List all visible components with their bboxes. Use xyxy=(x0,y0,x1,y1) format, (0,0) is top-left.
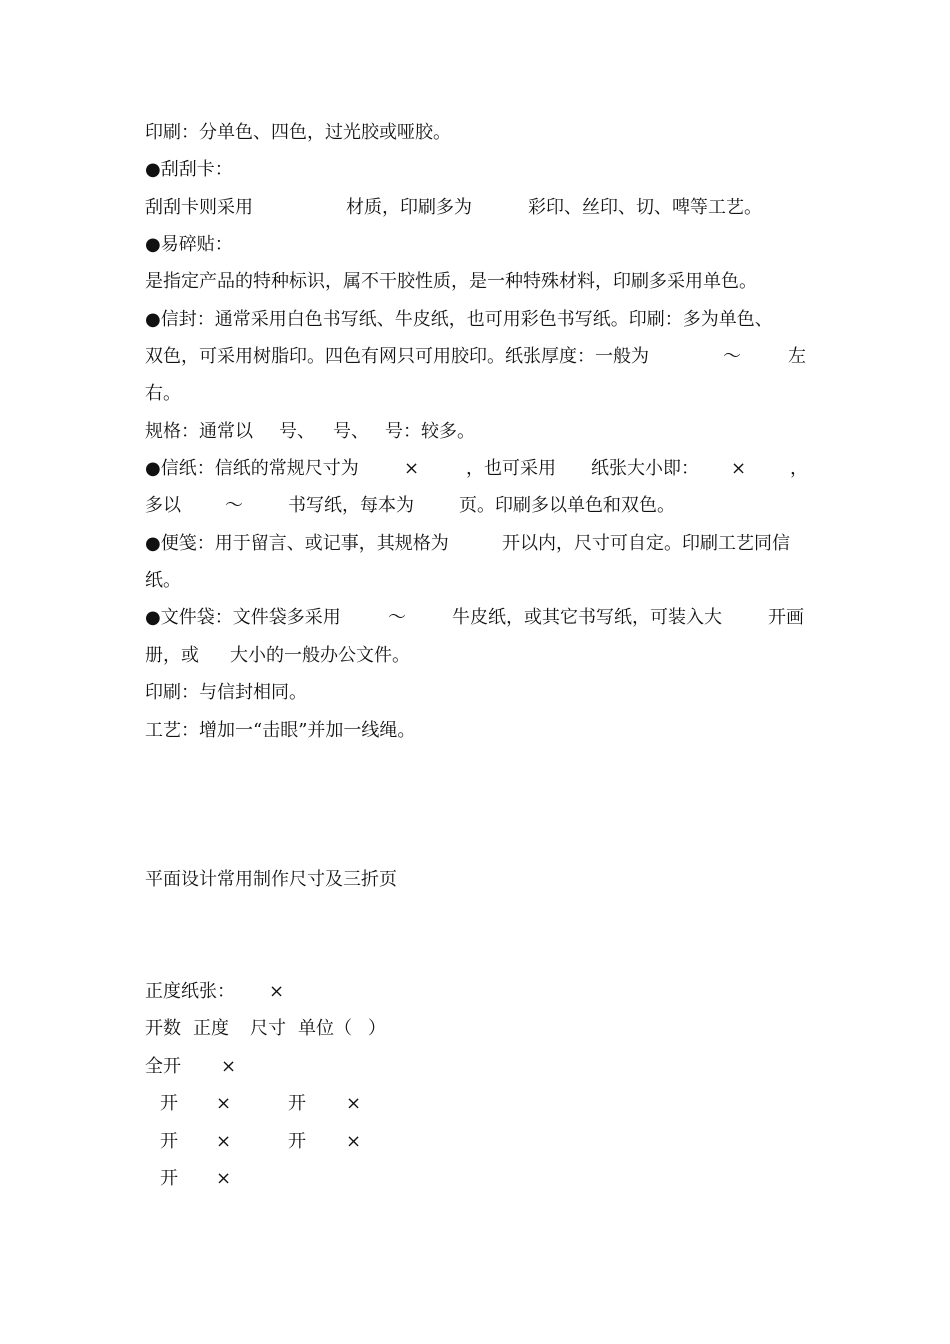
text-segment: ●文件袋：文件袋多采用 xyxy=(145,607,341,628)
section-heading: 平面设计常用制作尺寸及三折页 xyxy=(145,869,397,890)
table-header: 开数 xyxy=(145,1018,181,1039)
text-segment: 册，或 xyxy=(145,645,199,666)
text-segment: 号：较多。 xyxy=(385,421,475,442)
text-segment: 开以内，尺寸可自定。印刷工艺同信 xyxy=(502,533,790,554)
table-header: 单位（ xyxy=(298,1018,352,1039)
text-segment: × xyxy=(731,458,747,479)
text-segment: 刮刮卡则采用 xyxy=(145,197,253,218)
text-segment: 书写纸，每本为 xyxy=(288,495,414,516)
text-segment: × xyxy=(404,458,420,479)
text-segment: 牛皮纸，或其它书写纸，可装入大 xyxy=(452,607,722,628)
table-cell: × xyxy=(216,1168,232,1189)
text-segment: 号、 xyxy=(279,421,315,442)
table-cell: 开 xyxy=(160,1093,178,1114)
table-header: 尺寸 xyxy=(250,1018,286,1039)
text-segment: ●便笺：用于留言、或记事，其规格为 xyxy=(145,533,449,554)
text-line: 右。 xyxy=(145,383,181,404)
text-segment: 开画 xyxy=(768,607,804,628)
text-line: ●信封：通常采用白色书写纸、牛皮纸，也可用彩色书写纸。印刷：多为单色、 xyxy=(145,309,773,330)
text-segment: 多以 xyxy=(145,495,181,516)
text-segment: ， xyxy=(790,458,808,479)
text-line: 是指定产品的特种标识，属不干胶性质，是一种特殊材料，印刷多采用单色。 xyxy=(145,271,757,292)
text-segment: 号、 xyxy=(333,421,369,442)
text-segment: 材质，印刷多为 xyxy=(346,197,472,218)
text-segment: ～ xyxy=(225,495,243,516)
table-header: ） xyxy=(368,1018,386,1039)
text-segment: ～ xyxy=(723,346,741,367)
text-segment: 大小的一般办公文件。 xyxy=(230,645,410,666)
text-line: 印刷：与信封相同。 xyxy=(145,682,307,703)
text-line: 印刷：分单色、四色，过光胶或哑胶。 xyxy=(145,122,451,143)
table-cell: 开 xyxy=(160,1131,178,1152)
table-header: 正度 xyxy=(193,1018,229,1039)
text-line: 工艺：增加一“击眼”并加一线绳。 xyxy=(145,720,416,741)
table-cell: × xyxy=(346,1093,362,1114)
table-cell: × xyxy=(346,1131,362,1152)
table-cell: 开 xyxy=(288,1131,306,1152)
text-segment: × xyxy=(269,981,285,1002)
text-segment: 正度纸张： xyxy=(145,981,235,1002)
text-line: ●刮刮卡： xyxy=(145,159,233,180)
table-cell: 开 xyxy=(160,1168,178,1189)
text-segment: 纸张大小即： xyxy=(591,458,699,479)
text-segment: 规格：通常以 xyxy=(145,421,253,442)
table-cell: 开 xyxy=(288,1093,306,1114)
text-segment: ～ xyxy=(388,607,406,628)
text-line: 纸。 xyxy=(145,570,181,591)
text-segment: ●信纸：信纸的常规尺寸为 xyxy=(145,458,359,479)
text-line: ●易碎贴： xyxy=(145,234,233,255)
text-segment: 双色，可采用树脂印。四色有网只可用胶印。纸张厚度：一般为 xyxy=(145,346,649,367)
text-segment: 彩印、丝印、切、啤等工艺。 xyxy=(528,197,762,218)
table-cell: 全开 xyxy=(145,1056,181,1077)
text-segment: ，也可采用 xyxy=(466,458,556,479)
text-segment: 页。印刷多以单色和双色。 xyxy=(459,495,675,516)
table-cell: × xyxy=(221,1056,237,1077)
text-segment: 左 xyxy=(788,346,806,367)
table-cell: × xyxy=(216,1131,232,1152)
table-cell: × xyxy=(216,1093,232,1114)
